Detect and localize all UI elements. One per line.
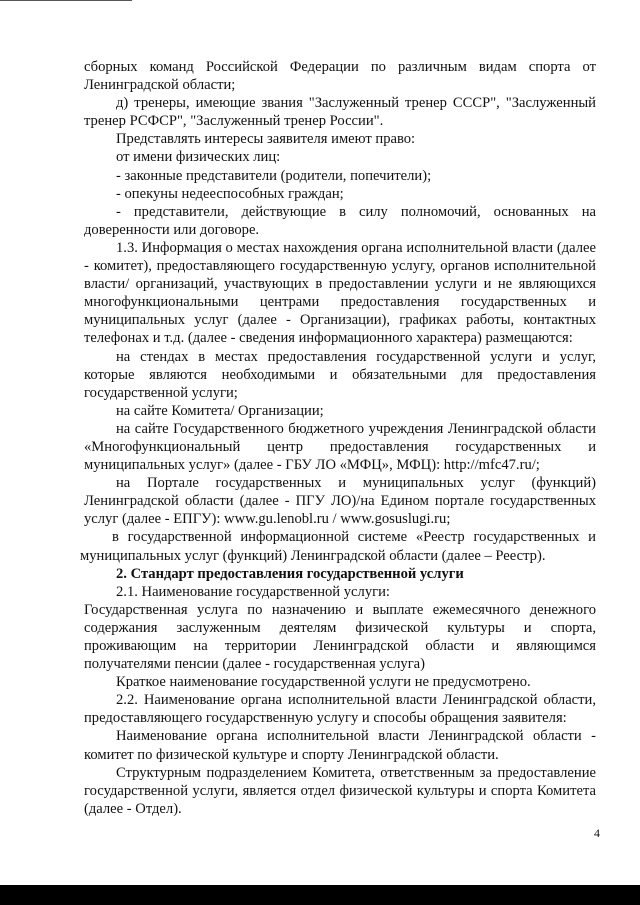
paragraph: от имени физических лиц: xyxy=(116,149,281,166)
section-heading: 2. Стандарт предоставления государственной услуги xyxy=(116,565,464,582)
paragraph: - законные представители (родители, попечители); xyxy=(116,167,432,184)
paragraph: в государственной информационной системе «Реестр государственных и муниципальных услуг (функций) Ленинградской области (далее – Реестр). xyxy=(80,529,596,564)
paragraph: Структурным подразделением Комитета, ответственным за предоставление государственной услуги, является отдел физической культуры и спорта Комитета (далее - Отдел). xyxy=(84,764,596,817)
paragraph: 1.3. Информация о местах нахождения органа исполнительной власти (далее - комитет), предоставляющего государственную услугу, органов исполнительной власти/ организаций, участвующих в предоставлении услуги и не являющихся многофункциональными центрами предоставления государственных и муниципальных услуг (далее - Организации), графиках работы, контактных телефонах и т.д. (далее - сведения информационного характера) размещаются: xyxy=(84,239,596,347)
paragraph: д) тренеры, имеющие звания "Заслуженный тренер СССР", "Заслуженный тренер РСФСР", "Заслуженный тренер России". xyxy=(84,95,596,130)
paragraph: Краткое наименование государственной услуги не предусмотрено. xyxy=(116,674,531,691)
paragraph: сборных команд Российской Федерации по различным видам спорта от Ленинградской области; xyxy=(84,59,596,94)
paragraph: - опекуны недееспособных граждан; xyxy=(116,185,344,202)
paragraph: на Портале государственных и муниципальных услуг (функций) Ленинградской области (далее - ПГУ ЛО)/на Едином портале государственных услуг (далее - ЕПГУ): www.gu.lenobl.ru / www.gosuslugi.ru; xyxy=(84,475,596,528)
paragraph: Государственная услуга по назначению и выплате ежемесячного денежного содержания заслуженным деятелям физической культуры и спорта, проживающим на территории Ленинградской области и являющимся получателями пенсии (далее - государственная услуга) xyxy=(84,601,596,673)
paragraph: Наименование органа исполнительной власти Ленинградской области - комитет по физической культуре и спорту Ленинградской области. xyxy=(84,728,596,763)
scan-bottom-border xyxy=(0,885,640,905)
paragraph: на сайте Комитета/ Организации; xyxy=(116,402,324,419)
paragraph: на сайте Государственного бюджетного учреждения Ленинградской области «Многофункциональный центр предоставления государственных и муниципальных услуг» (далее - ГБУ ЛО «МФЦ», МФЦ): http://mfc47.ru/; xyxy=(84,420,596,474)
scan-edge-line xyxy=(0,0,132,5)
document-body xyxy=(80,58,596,818)
paragraph: 2.1. Наименование государственной услуги: xyxy=(116,583,390,600)
paragraph: - представители, действующие в силу полномочий, основанных на доверенности или договоре. xyxy=(84,203,596,238)
paragraph: на стендах в местах предоставления государственной услуги и услуг, которые являются необходимыми и обязательными для предоставления государственной услуги; xyxy=(84,348,596,401)
paragraph: 2.2. Наименование органа исполнительной власти Ленинградской области, предоставляющего государственную услугу и способы обращения заявителя: xyxy=(84,692,596,727)
paragraph: Представлять интересы заявителя имеют право: xyxy=(116,131,416,148)
page-number: 4 xyxy=(594,826,600,840)
